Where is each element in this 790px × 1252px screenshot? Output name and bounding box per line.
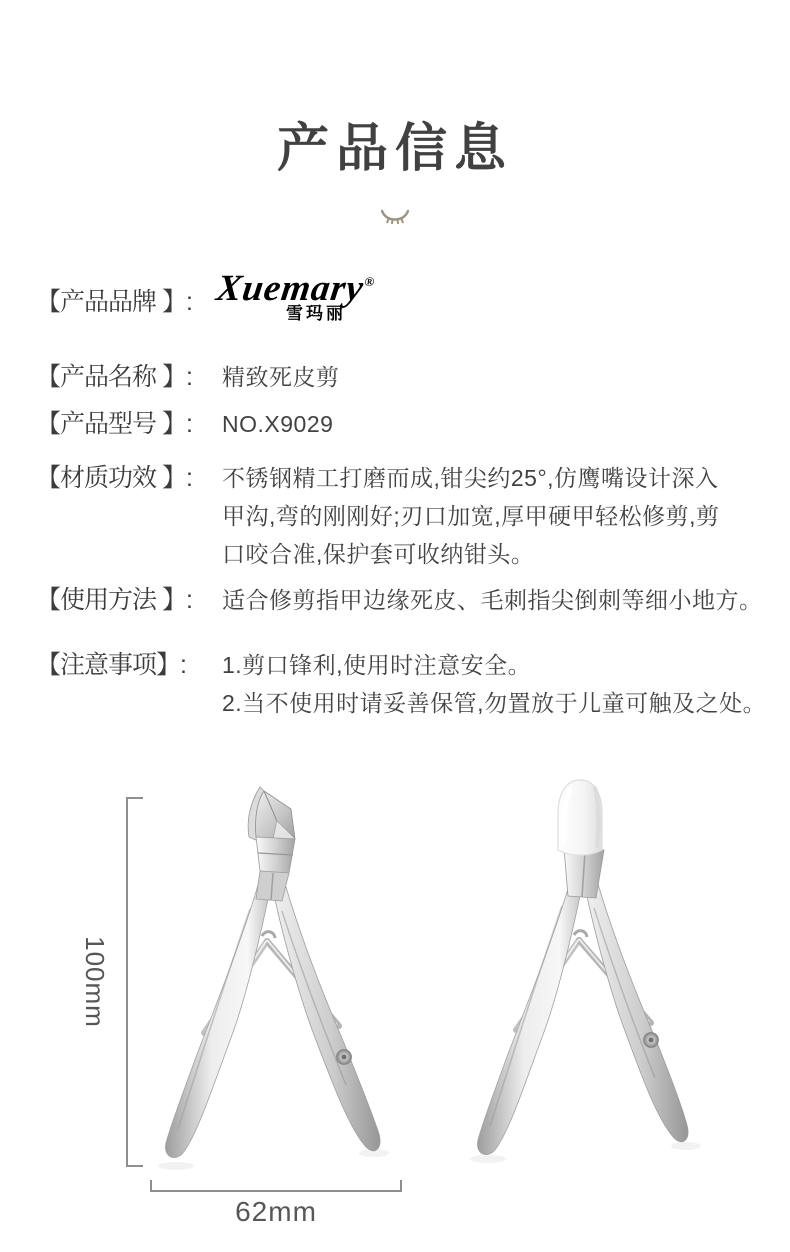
notice-label: 【注意事项】: [36,651,186,679]
width-dimension-bracket [150,1180,402,1192]
width-dimension-label: 62mm [235,1196,317,1227]
material-line-2: 甲沟,弯的刚刚好;刃口加宽,厚甲硬甲轻松修剪,剪 [222,503,720,529]
material-line-3: 口咬合准,保护套可收纳钳头。 [222,541,535,567]
name-value: 精致死皮剪 [222,364,340,390]
material-line-1: 不锈钢精工打磨而成,钳尖约25°,仿鹰嘴设计深入 [222,465,719,491]
usage-label: 【使用方法 】: [36,586,192,614]
brand-label: 【产品品牌 】: [36,288,192,316]
registered-mark-icon: ® [363,274,376,289]
model-value: NO.X9029 [222,411,334,437]
name-label: 【产品名称 】: [36,363,192,391]
brand-logo-chinese: 雪玛丽 [286,304,346,323]
page-title: 产品信息 [276,120,513,178]
notice-line-1: 1.剪口锋利,使用时注意安全。 [222,652,532,678]
material-label: 【材质功效 】: [36,464,192,492]
cuticle-nipper-bare-tip-image [146,785,406,1175]
closed-eye-lash-icon [381,208,409,224]
height-dimension-bracket [126,797,143,1167]
usage-value: 适合修剪指甲边缘死皮、毛刺指尖倒刺等细小地方。 [222,587,763,613]
height-dimension-label: 100mm [80,936,110,1028]
brand-logo [214,262,414,334]
cuticle-nipper-with-cap-image [458,778,718,1168]
notice-line-2: 2.当不使用时请妥善保管,勿置放于儿童可触及之处。 [222,690,767,716]
model-label: 【产品型号 】: [36,410,192,438]
brand-logo-script: Xuemary® [214,268,376,309]
